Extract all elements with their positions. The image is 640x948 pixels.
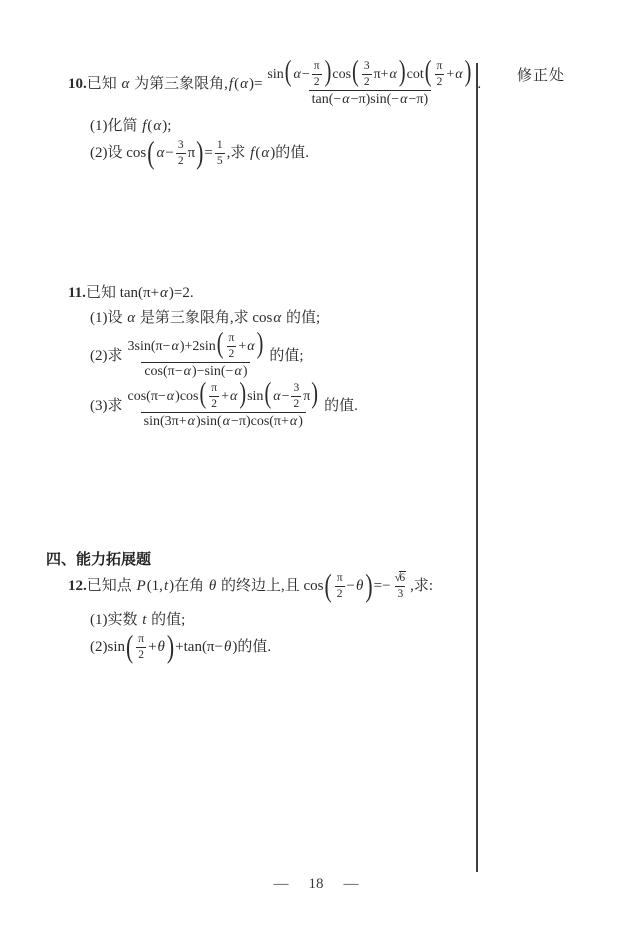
math-text: ( — [234, 75, 240, 92]
math-text: (1, — [146, 577, 163, 594]
numerator — [215, 139, 225, 153]
math-text: (1)设 — [90, 310, 127, 326]
math-text: )在角 — [169, 577, 208, 594]
math-text: + — [446, 66, 455, 82]
footer-dash-left: — — [273, 876, 289, 892]
right-paren-icon: ) — [324, 55, 332, 88]
math-text: )−sin(− — [192, 364, 234, 380]
numerator — [136, 633, 146, 647]
math-text: ) — [298, 414, 303, 430]
fraction — [227, 332, 237, 361]
problem-11-part-3 — [90, 377, 358, 431]
math-text: cot — [406, 66, 424, 82]
denominator — [395, 586, 405, 601]
section-heading: 四、能力拓展题 — [46, 551, 152, 568]
problem-number: 10. — [68, 75, 87, 92]
denominator — [435, 74, 445, 89]
math-variable: α — [121, 75, 130, 92]
math-text: 的值; — [282, 310, 321, 326]
math-variable: θ — [157, 639, 165, 656]
fraction — [136, 633, 146, 662]
math-text: 3 — [363, 60, 370, 72]
math-text: ) — [242, 364, 248, 380]
numerator — [176, 139, 186, 153]
denominator — [136, 647, 146, 662]
math-text: π — [303, 388, 311, 404]
math-text: 1 — [216, 139, 223, 151]
footer-dash-right: — — [343, 876, 359, 892]
problem-10-statement — [68, 55, 482, 109]
problem-12-statement — [68, 567, 434, 603]
fraction — [264, 55, 475, 109]
math-text: 已知 — [86, 75, 121, 92]
math-text: (2)sin — [90, 639, 125, 656]
math-text: − — [301, 66, 310, 82]
math-variable: f — [228, 75, 234, 92]
footer-page-number: 18 — [308, 876, 324, 892]
problem-10-part-1 — [90, 117, 171, 136]
left-paren-icon: ( — [126, 629, 134, 665]
math-variable: α — [229, 388, 238, 404]
left-paren-icon: ( — [284, 55, 292, 88]
denominator — [312, 74, 322, 89]
right-paren-icon: ) — [239, 377, 247, 410]
math-text: (1)实数 — [90, 612, 142, 628]
fraction — [209, 382, 219, 411]
math-variable: α — [389, 66, 397, 82]
math-text: =− — [373, 577, 391, 594]
right-paren-icon: ) — [365, 567, 373, 603]
math-variable: P — [136, 577, 146, 594]
numerator — [393, 571, 409, 586]
math-variable: t — [142, 612, 147, 628]
math-variable: α — [234, 364, 242, 380]
fraction — [215, 139, 225, 168]
math-text: π — [187, 145, 196, 162]
math-text: 2 — [211, 398, 218, 411]
math-text: 3 — [293, 382, 300, 394]
denominator — [335, 586, 345, 601]
math-text: 已知 tan(π+ — [85, 285, 160, 301]
fraction — [291, 382, 301, 411]
math-text: π+ — [373, 66, 389, 82]
problem-12-part-2 — [90, 629, 272, 665]
math-text: + — [238, 338, 247, 354]
math-text: 2 — [313, 76, 320, 89]
numerator — [312, 60, 322, 74]
math-variable: α — [261, 145, 270, 162]
math-variable: α — [273, 388, 281, 404]
math-variable: f — [142, 118, 147, 134]
problem-11-part-1 — [90, 309, 320, 328]
math-variable: α — [247, 338, 255, 354]
math-variable: α — [171, 338, 179, 354]
denominator — [309, 90, 432, 108]
math-variable: α — [187, 414, 195, 430]
numerator — [435, 60, 445, 74]
numerator — [125, 377, 323, 412]
numerator — [335, 572, 345, 586]
math-variable: t — [163, 577, 169, 594]
numerator — [291, 382, 301, 396]
math-text: π — [436, 60, 443, 72]
fraction — [393, 571, 409, 601]
math-text: )的值. — [270, 145, 309, 162]
math-text: 是第三象限角,求 cos — [136, 310, 273, 326]
right-paren-icon: ) — [256, 327, 264, 360]
math-variable: θ — [208, 577, 217, 594]
math-text: π — [228, 332, 235, 344]
denominator — [362, 74, 372, 89]
math-text: π — [336, 571, 343, 584]
math-text: 2 — [436, 76, 443, 89]
right-paren-icon: ) — [311, 377, 319, 410]
math-text: ,求: — [410, 577, 434, 594]
math-text: 的值. — [324, 397, 358, 414]
page-footer — [0, 876, 632, 893]
math-text: sin(3π+ — [143, 414, 187, 430]
math-text: ( — [255, 145, 261, 162]
math-text: −π)cos(π+ — [230, 414, 289, 430]
math-text: π — [138, 633, 145, 645]
numerator — [227, 332, 237, 346]
math-variable: α — [156, 145, 165, 162]
left-paren-icon: ( — [264, 377, 272, 410]
math-text: 3 — [177, 139, 184, 151]
math-text: 为第三象限角, — [130, 75, 228, 92]
math-variable: f — [250, 145, 255, 162]
math-variable: α — [222, 414, 230, 430]
math-text: )sin( — [195, 414, 222, 430]
math-text: 5 — [216, 155, 223, 168]
math-text: sin — [247, 388, 264, 404]
math-text: +tan(π− — [175, 639, 223, 656]
math-text: . — [477, 75, 482, 92]
numerator — [362, 60, 372, 74]
math-variable: α — [455, 66, 463, 82]
math-text: sin — [267, 66, 284, 82]
math-variable: α — [400, 92, 408, 108]
math-text: cos — [332, 66, 352, 82]
left-paren-icon: ( — [324, 567, 332, 603]
fraction — [125, 327, 268, 381]
math-variable: α — [153, 118, 162, 134]
left-paren-icon: ( — [147, 135, 155, 171]
right-paren-icon: ) — [464, 55, 472, 88]
problem-number: 11. — [68, 285, 86, 301]
math-text: ); — [162, 118, 172, 134]
math-text: + — [221, 388, 229, 404]
math-text: − — [165, 145, 174, 162]
right-paren-icon: ) — [398, 55, 406, 88]
math-text: 3 — [397, 588, 404, 601]
left-paren-icon: ( — [424, 55, 432, 88]
math-text: √ — [394, 572, 401, 584]
math-text: −π) — [408, 92, 429, 108]
math-variable: θ — [356, 577, 364, 594]
denominator — [209, 396, 219, 411]
denominator — [141, 412, 306, 430]
problem-11-statement — [68, 284, 194, 303]
math-text: 3sin(π− — [127, 338, 171, 354]
math-text: 的值; — [269, 347, 304, 364]
math-text: cos(π− — [144, 364, 183, 380]
math-variable: α — [160, 285, 168, 301]
math-text: 2 — [228, 348, 235, 361]
fraction — [125, 377, 323, 431]
fraction — [312, 60, 322, 89]
math-text: − — [281, 388, 290, 404]
math-variable: α — [127, 310, 136, 326]
math-variable: θ — [223, 639, 232, 656]
numerator — [209, 382, 219, 396]
denominator — [215, 153, 225, 168]
math-text: )=2. — [168, 285, 194, 301]
fraction — [362, 60, 372, 89]
math-text: π — [313, 60, 320, 72]
math-text: 2 — [177, 155, 184, 168]
left-paren-icon: ( — [199, 377, 207, 410]
numerator — [125, 327, 268, 362]
correction-column-divider — [476, 63, 478, 872]
left-paren-icon: ( — [216, 327, 224, 360]
math-text: 2 — [363, 76, 370, 89]
math-text: cos(π− — [127, 388, 166, 404]
right-paren-icon: ) — [166, 629, 175, 665]
math-text: (2)求 — [90, 347, 123, 364]
math-text: 的值; — [147, 612, 186, 628]
math-text: ,求 — [226, 145, 250, 162]
numerator — [264, 55, 475, 90]
math-text: (2)设 cos — [90, 145, 147, 162]
math-text: )的值. — [232, 639, 272, 656]
radicand-overline: 6 — [399, 572, 406, 584]
math-text: (1)化简 — [90, 118, 142, 134]
math-text: tan(− — [311, 92, 342, 108]
math-text: 2 — [293, 398, 300, 411]
denominator — [176, 153, 186, 168]
math-text: )cos — [175, 388, 199, 404]
right-paren-icon: ) — [196, 135, 204, 171]
problem-number: 12. — [68, 577, 87, 594]
math-text: ( — [147, 118, 153, 134]
fraction — [435, 60, 445, 89]
math-text: π — [211, 382, 218, 394]
denominator — [291, 396, 301, 411]
problem-10-part-2 — [90, 135, 309, 171]
denominator — [227, 346, 237, 361]
math-variable: α — [293, 66, 301, 82]
fraction — [335, 572, 345, 601]
math-text: 2 — [336, 587, 343, 600]
math-text: (3)求 — [90, 397, 123, 414]
math-text: + — [148, 639, 157, 656]
math-variable: α — [240, 75, 248, 92]
math-variable: α — [289, 414, 298, 430]
math-variable: α — [166, 388, 175, 404]
math-variable: α — [273, 310, 282, 326]
math-text: 2 — [138, 649, 145, 662]
math-text: 已知点 — [86, 577, 136, 594]
math-text: 的终边上,且 cos — [217, 577, 324, 594]
math-text: )= — [248, 75, 263, 92]
correction-area-label: 修正处 — [517, 68, 566, 84]
left-paren-icon: ( — [352, 55, 359, 88]
math-text: −π)sin(− — [350, 92, 400, 108]
math-text: = — [204, 145, 213, 162]
fraction — [176, 139, 186, 168]
math-variable: α — [342, 92, 350, 108]
denominator — [141, 362, 250, 380]
math-text: )+2sin — [179, 338, 216, 354]
math-variable: α — [183, 364, 191, 380]
math-text: − — [346, 577, 356, 594]
problem-11-part-2 — [90, 327, 304, 381]
